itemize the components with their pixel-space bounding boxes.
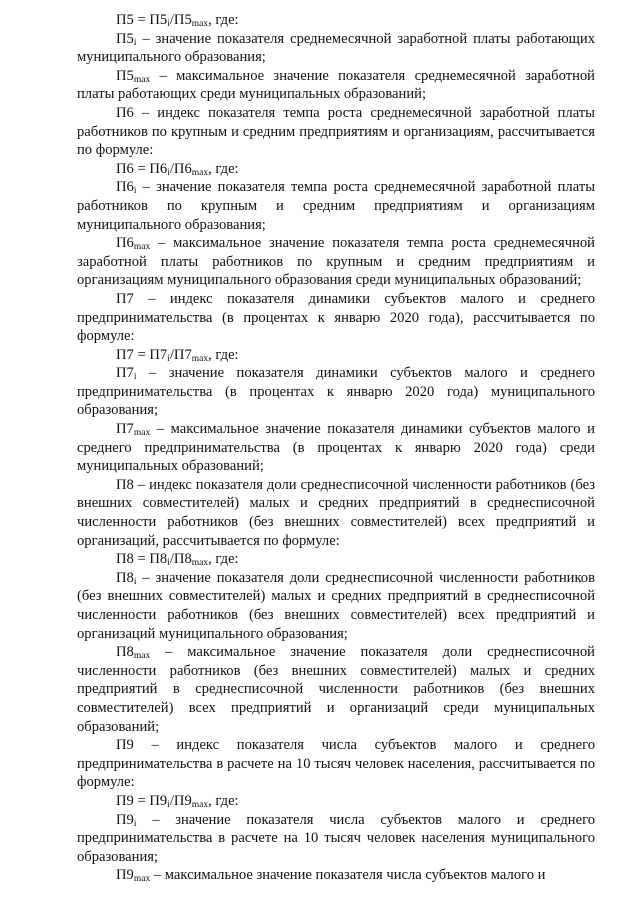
subscript: i bbox=[167, 19, 170, 29]
term-text: – максимальное значение показателя среднемесячной заработной платы работающих среди муниципальных образований; bbox=[77, 67, 595, 103]
formula-lhs: П7 = П7 bbox=[116, 346, 168, 363]
term-symbol: П6 bbox=[116, 179, 134, 196]
term-text: – значение показателя среднемесячной заработной платы работающих муниципального образования; bbox=[77, 30, 595, 66]
formula-lhs: П6 = П6 bbox=[116, 160, 168, 177]
subscript: i bbox=[167, 799, 170, 810]
formula-divisor: /П7 bbox=[169, 346, 192, 363]
subscript: max bbox=[191, 19, 209, 29]
formula-divisor: /П5 bbox=[169, 12, 192, 28]
term-definition bbox=[77, 420, 595, 476]
formula-lhs: П8 = П8 bbox=[116, 551, 168, 568]
subscript: max bbox=[133, 428, 151, 439]
term-text: – максимальное значение показателя динамики субъектов малого и среднего предпринимательства (в процентах к январю 2020 года) среди муниципальных образований; bbox=[77, 421, 595, 475]
formula-line bbox=[77, 346, 595, 365]
term-definition bbox=[77, 866, 595, 885]
formula-where: , где: bbox=[208, 160, 239, 177]
subscript: max bbox=[191, 167, 209, 178]
term-definition bbox=[77, 569, 595, 643]
term-symbol: П9 bbox=[116, 811, 134, 828]
term-text: – значение показателя темпа роста среднемесячной заработной платы работников по крупным и средним предприятиям и организациям муниципального образования; bbox=[77, 179, 595, 233]
formula-lhs: П5 = П5 bbox=[116, 12, 168, 28]
paragraph bbox=[77, 104, 595, 160]
term-symbol: П7 bbox=[116, 365, 134, 382]
subscript: i bbox=[133, 818, 137, 829]
term-symbol: П6 bbox=[116, 235, 134, 252]
subscript: max bbox=[191, 799, 209, 810]
term-definition bbox=[77, 178, 595, 234]
term-definition bbox=[77, 67, 595, 104]
term-text: – максимальное значение показателя числа субъектов малого и bbox=[150, 867, 546, 884]
subscript: i bbox=[167, 353, 170, 364]
formula-line bbox=[77, 160, 595, 179]
term-text: – максимальное значение показателя доли среднесписочной численности работников (без внешних совместителей) малых и средних предприятий в среднесписочной численности работников (без внешних совместителей) всех предприятий и организаций среди муниципальных образований; bbox=[77, 644, 595, 735]
subscript: max bbox=[133, 651, 151, 662]
formula-divisor: /П9 bbox=[169, 792, 192, 809]
term-symbol: П7 bbox=[116, 421, 134, 438]
paragraph-text: П8 – индекс показателя доли среднесписочной численности работников (без внешних совместителей) малых и средних предприятий в среднесписочной численности работников (без внешних совместителей) всех предприятий и организаций, рассчитывается по формуле: bbox=[77, 476, 595, 549]
paragraph bbox=[77, 476, 595, 550]
term-text: – значение показателя динамики субъектов малого и среднего предпринимательства (в процентах к январю 2020 года) муниципального образования; bbox=[77, 365, 595, 419]
term-text: – значение показателя доли среднесписочной численности работников (без внешних совместителей) малых и средних предприятий в среднесписочной численности работников (без внешних совместителей) всех предприятий и организаций муниципального образования; bbox=[77, 569, 595, 642]
formula-lhs: П9 = П9 bbox=[116, 792, 168, 809]
document-page bbox=[77, 11, 595, 885]
subscript: i bbox=[133, 186, 137, 197]
formula-where: , где: bbox=[208, 346, 239, 363]
term-definition bbox=[77, 30, 595, 67]
term-symbol: П5 bbox=[116, 30, 134, 47]
subscript: max bbox=[133, 874, 151, 885]
paragraph-text: П6 – индекс показателя темпа роста среднемесячной заработной платы работников по крупным и средним предприятиям и организациям, рассчитывается по формуле: bbox=[77, 104, 595, 159]
subscript: max bbox=[191, 558, 209, 569]
formula-where: , где: bbox=[208, 12, 239, 28]
formula-divisor: /П6 bbox=[169, 160, 192, 177]
subscript: i bbox=[133, 576, 137, 587]
subscript: i bbox=[167, 167, 170, 178]
subscript: i bbox=[133, 372, 137, 383]
term-text: – значение показателя числа субъектов малого и среднего предпринимательства в расчете на 10 тысяч человек населения муниципального образования; bbox=[77, 811, 595, 865]
term-symbol: П8 bbox=[116, 644, 134, 661]
paragraph-text: П7 – индекс показателя динамики субъектов малого и среднего предпринимательства (в процентах к январю 2020 года), рассчитывается по формуле: bbox=[77, 290, 595, 345]
subscript: max bbox=[191, 353, 209, 364]
subscript: i bbox=[167, 558, 170, 569]
subscript: i bbox=[133, 37, 137, 48]
term-symbol: П8 bbox=[116, 569, 134, 586]
term-symbol: П9 bbox=[116, 867, 134, 884]
formula-line bbox=[77, 550, 595, 569]
term-definition bbox=[77, 234, 595, 290]
formula-divisor: /П8 bbox=[169, 551, 192, 568]
formula-line bbox=[77, 792, 595, 811]
subscript: max bbox=[133, 242, 151, 253]
term-text: – максимальное значение показателя темпа роста среднемесячной заработной платы работников по крупным и средним предприятиям и организациям муниципального образования среди муниципальных образований; bbox=[77, 235, 595, 289]
term-symbol: П5 bbox=[116, 67, 134, 84]
term-definition bbox=[77, 643, 595, 736]
paragraph bbox=[77, 290, 595, 346]
paragraph-text: П9 – индекс показателя числа субъектов малого и среднего предпринимательства в расчете на 10 тысяч человек населения, рассчитывается по формуле: bbox=[77, 737, 595, 791]
paragraph bbox=[77, 736, 595, 792]
term-definition bbox=[77, 811, 595, 867]
term-definition bbox=[77, 364, 595, 420]
formula-where: , где: bbox=[208, 792, 239, 809]
subscript: max bbox=[133, 74, 151, 85]
formula-where: , где: bbox=[208, 551, 239, 568]
formula-line bbox=[77, 11, 595, 30]
